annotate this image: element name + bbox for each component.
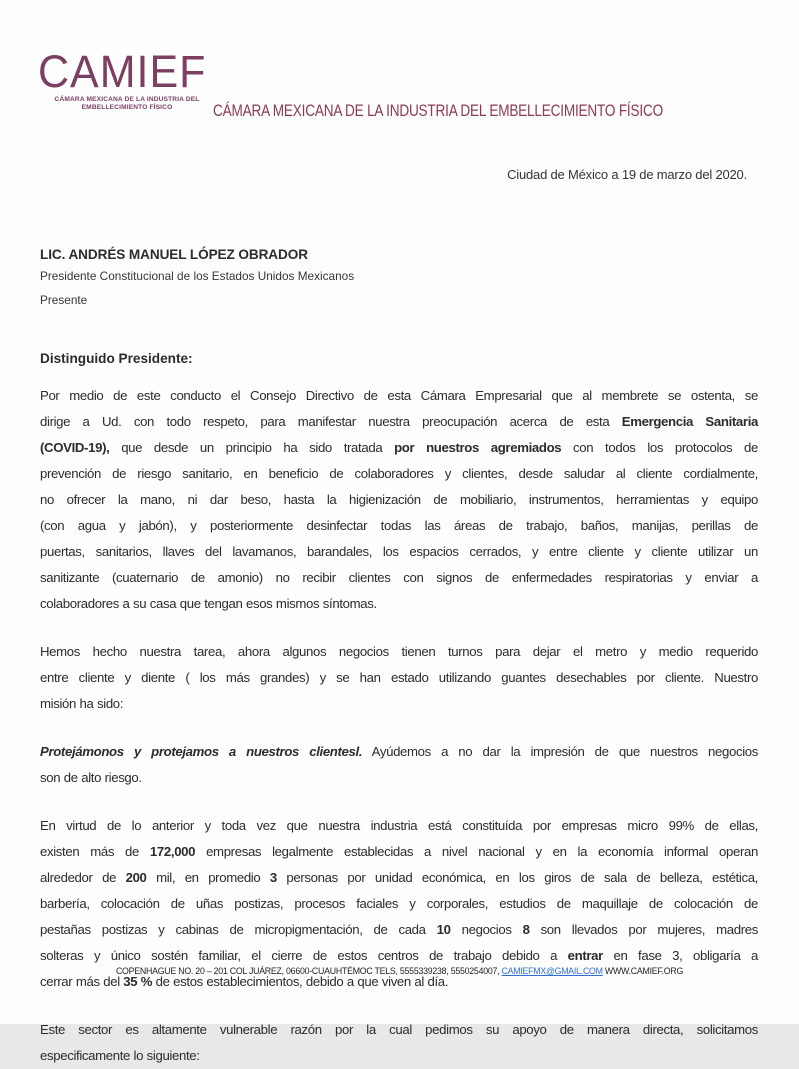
text-line: (con agua y jabón), y posteriormente desinfectar todas las áreas de trabajo, baños, manijas, perillas de [40, 518, 758, 533]
camief-logo-word: CAMIEF [38, 46, 207, 98]
text-line: Por medio de este conducto el Consejo Directivo de esta Cámara Empresarial que al membrete se ostenta, se [40, 388, 758, 403]
date-line: Ciudad de México a 19 de marzo del 2020. [507, 167, 747, 182]
text-line: prevención de riesgo sanitario, en beneficio de colaboradores y clientes, desde saludar al cliente cordialmente, [40, 466, 758, 481]
text-line: no ofrecer la mano, ni dar beso, hasta la higienización de mobiliario, instrumentos, herramientas y equipo [40, 492, 758, 507]
text-line: Protejámonos y protejamos a nuestros clientesl. Ayúdemos a no dar la impresión de que nuestros negocios [40, 744, 758, 759]
text-line: solteras y único sostén familiar, el cierre de estos centros de trabajo debido a entrar en fase 3, obligaría a [40, 948, 758, 963]
recipient-block [40, 247, 354, 307]
text-line: existen más de 172,000 empresas legalmente establecidas a nivel nacional y en la economía informal operan [40, 844, 758, 859]
text-line: puertas, sanitarios, llaves del lavamanos, barandales, los espacios cerrados, y entre cliente y cliente utilizar un [40, 544, 758, 559]
text-line: entre cliente y diente ( los más grandes) y se han estado utilizando guantes desechables por cliente. Nuestro [40, 670, 758, 685]
logo-subtitle-line1: CÁMARA MEXICANA DE LA INDUSTRIA DEL [54, 96, 200, 103]
paragraph [40, 1017, 758, 1069]
text-line: alrededor de 200 mil, en promedio 3 personas por unidad económica, en los giros de sala de belleza, estética, [40, 870, 758, 885]
text-line: cerrar más del 35 % de estos establecimientos, debido a que viven al día. [40, 974, 449, 989]
footer-website: WWW.CAMIEF.ORG [602, 966, 684, 976]
text-line: colaboradores a su casa que tengan esos mismos síntomas. [40, 596, 377, 611]
footer [0, 966, 799, 976]
greeting: Distinguido Presidente: [40, 351, 193, 366]
text-line: son de alto riesgo. [40, 770, 142, 785]
text-line: En virtud de lo anterior y toda vez que nuestra industria está constituída por empresas micro 99% de ellas, [40, 818, 758, 833]
text-line: especificamente lo siguiente: [40, 1048, 200, 1063]
header-title: CÁMARA MEXICANA DE LA INDUSTRIA DEL EMBELLECIMIENTO FÍSICO [213, 101, 663, 120]
camief-logo-subtitle [38, 96, 216, 112]
text-line: sanitizante (cuaternario de amonio) no recibir clientes con signos de enfermedades respiratorias y enviar a [40, 570, 758, 585]
text-line: misión ha sido: [40, 696, 124, 711]
text-line: barbería, colocación de uñas postizas, procesos faciales y corporales, estudios de maquillaje de colocación de [40, 896, 758, 911]
footer-address: COPENHAGUE NO. 20 – 201 COL JUÁREZ, 06600-CUAUHTÉMOC TELS, 5555339238, 5550254007, [115, 966, 502, 976]
logo-subtitle-line2: EMBELLECIMIENTO FÍSICO [81, 104, 173, 111]
paragraph [40, 739, 758, 791]
paragraph [40, 383, 758, 617]
footer-email-link[interactable]: CAMIEFMX@GMAIL.COM [501, 966, 603, 976]
text-line: pestañas postizas y cabinas de micropigmentación, de cada 10 negocios 8 son llevados por mujeres, madres [40, 922, 758, 937]
letter-body [40, 351, 758, 1069]
text-line: dirige a Ud. con todo respeto, para manifestar nuestra preocupación acerca de esta Emergencia Sanitaria [40, 414, 758, 429]
paragraph [40, 639, 758, 717]
text-line: Hemos hecho nuestra tarea, ahora algunos negocios tienen turnos para dejar el metro y medio requerido [40, 644, 758, 659]
recipient-presente: Presente [40, 293, 88, 307]
recipient-name: LIC. ANDRÉS MANUEL LÓPEZ OBRADOR [40, 247, 308, 262]
text-line: (COVID-19), que desde un principio ha sido tratada por nuestros agremiados con todos los protocolos de [40, 440, 759, 455]
recipient-title: Presidente Constitucional de los Estados Unidos Mexicanos [40, 269, 355, 283]
camief-logo [38, 48, 228, 112]
text-line: Este sector es altamente vulnerable razón por la cual pedimos su apoyo de manera directa, solicitamos [40, 1022, 758, 1037]
